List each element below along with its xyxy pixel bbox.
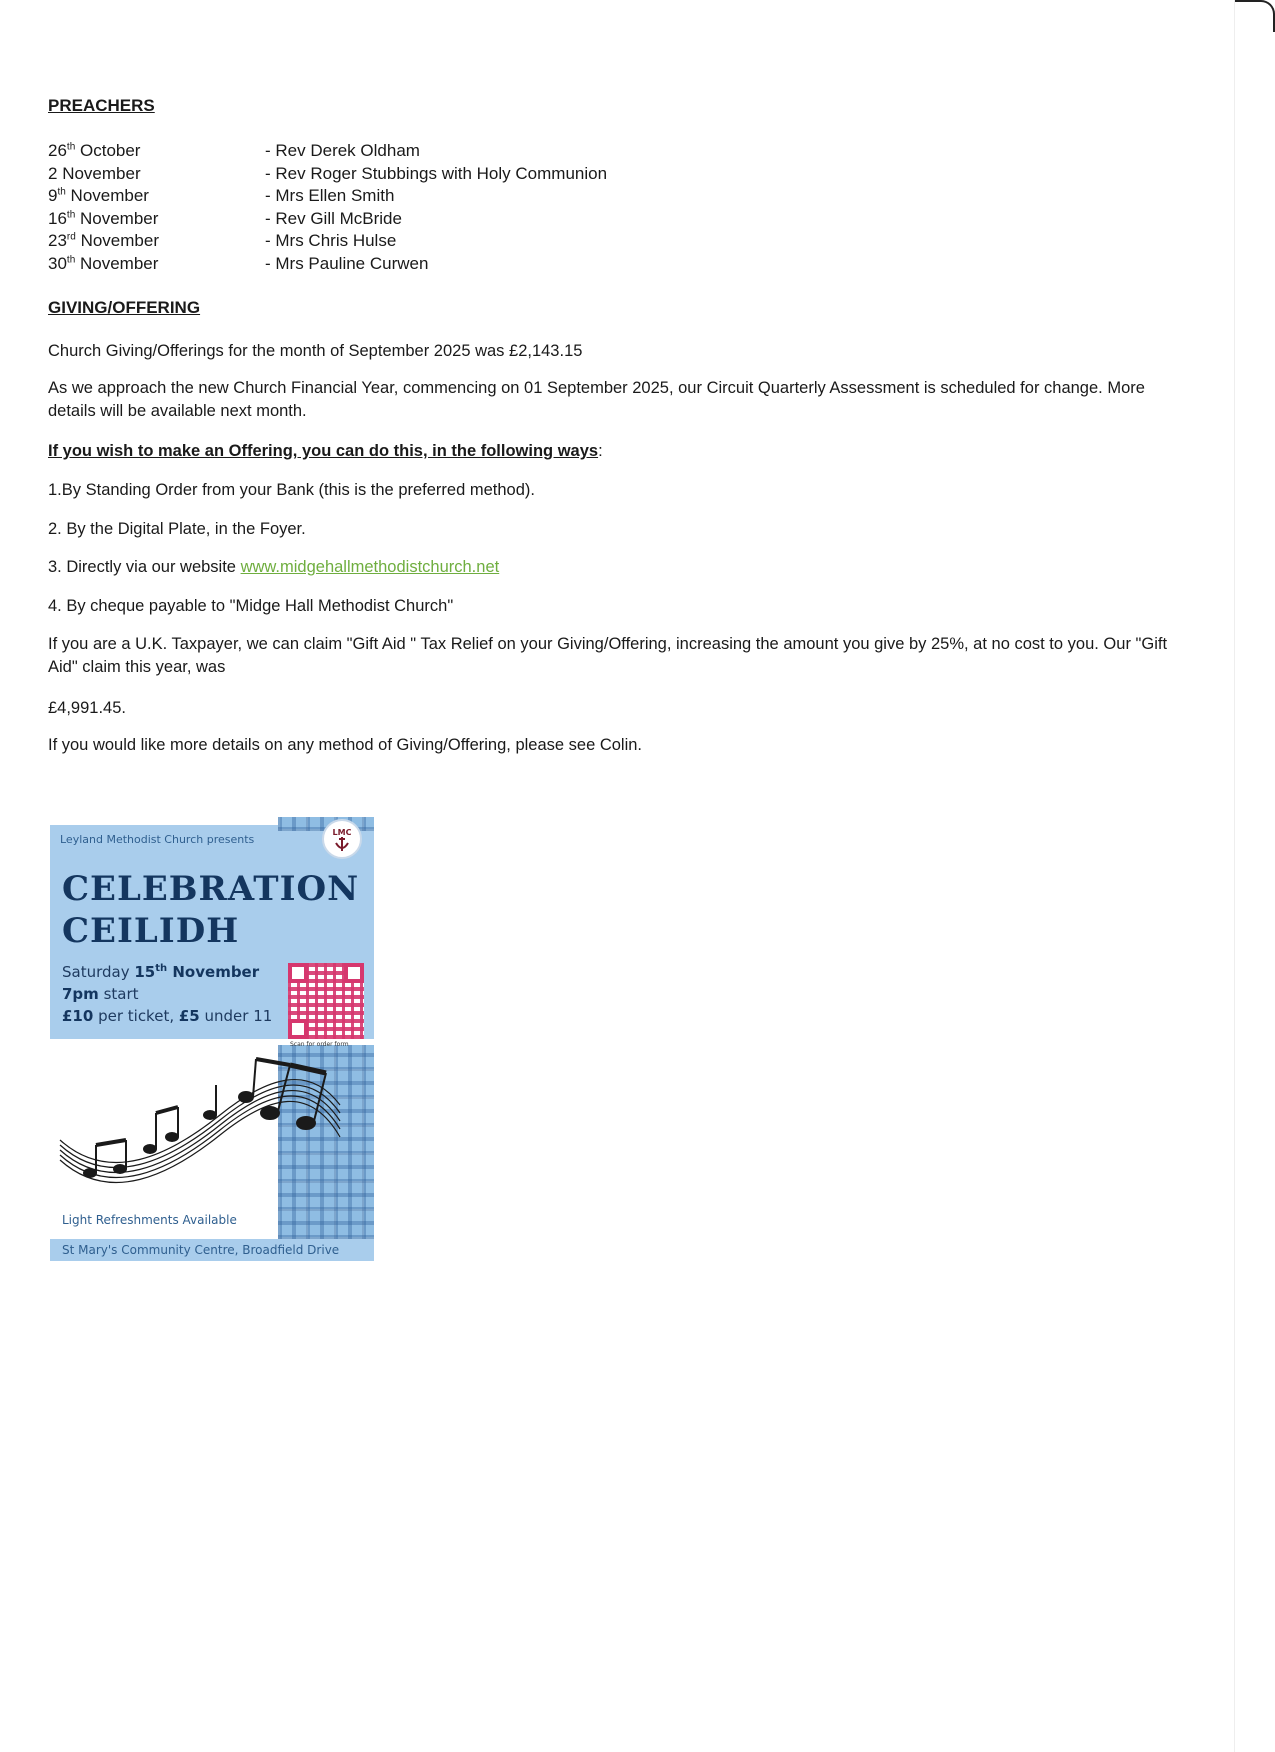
- gift-aid-text: If you are a U.K. Taxpayer, we can claim "Gift Aid " Tax Relief on your Giving/Offering, increasing the amount you give by 25%, at no cost to you. Our "Gift Aid" claim this year, was: [48, 635, 1168, 676]
- qr-finder: [344, 963, 364, 983]
- preacher-name: - Mrs Chris Hulse: [265, 231, 397, 250]
- poster-title-line1: CELEBRATION: [62, 869, 360, 909]
- preacher-row: [48, 186, 748, 208]
- method-website: 3. Directly via our website www.midgehallmethodistchurch.net: [48, 558, 500, 576]
- qr-finder: [288, 1019, 308, 1039]
- lmc-logo: [322, 819, 362, 859]
- preacher-name: - Rev Derek Oldham: [265, 141, 420, 160]
- month-total-text: Church Giving/Offerings for the month of September 2025 was £2,143.15: [48, 342, 583, 360]
- qr-caption: Scan for order form: [290, 1041, 349, 1048]
- page-corner-mark: [1235, 0, 1275, 32]
- qr-finder: [288, 963, 308, 983]
- poster-title-line2: CEILIDH: [62, 911, 240, 951]
- more-details-text: If you would like more details on any method of Giving/Offering, please see Colin.: [48, 736, 643, 754]
- offering-heading: If you wish to make an Offering, you can do this, in the following ways: [48, 442, 599, 460]
- preacher-date: 30th November: [48, 254, 159, 273]
- preacher-date: 23rd November: [48, 231, 159, 250]
- preacher-date: 26th October: [48, 141, 141, 160]
- poster-presents-text: Leyland Methodist Church presents: [60, 833, 255, 846]
- preacher-date: 9th November: [48, 186, 149, 205]
- preacher-name: - Mrs Pauline Curwen: [265, 254, 429, 273]
- website-link[interactable]: www.midgehallmethodistchurch.net: [240, 558, 500, 576]
- preacher-name: - Mrs Ellen Smith: [265, 186, 395, 205]
- lmc-logo-icon: [326, 823, 358, 855]
- poster-time: 7pm start: [62, 985, 139, 1003]
- financial-year-text: As we approach the new Church Financial Year, commencing on 01 September 2025, our Circuit Quarterly Assessment is scheduled for change. More details will be available next month.: [48, 379, 1145, 420]
- preacher-row: [48, 141, 748, 163]
- poster-footer-band: [50, 1239, 374, 1261]
- poster-date: Saturday 15th November: [62, 963, 260, 981]
- preacher-row: [48, 231, 748, 253]
- preacher-row: [48, 164, 748, 186]
- offering-methods-intro: If you wish to make an Offering, you can do this, in the following ways:: [48, 442, 603, 460]
- preacher-name: - Rev Roger Stubbings with Holy Communion: [265, 164, 608, 183]
- poster-venue: St Mary's Community Centre, Broadfield Drive: [62, 1243, 340, 1257]
- preacher-row: [48, 254, 748, 276]
- giving-heading: GIVING/OFFERING: [48, 298, 201, 317]
- preacher-name: - Rev Gill McBride: [265, 209, 402, 228]
- preacher-date: 16th November: [48, 209, 159, 228]
- poster-refreshments: Light Refreshments Available: [62, 1213, 237, 1227]
- music-staff-illustration: [50, 1045, 374, 1215]
- qr-code[interactable]: [288, 963, 364, 1039]
- method-standing-order: 1.By Standing Order from your Bank (this is the preferred method).: [48, 481, 535, 499]
- ceilidh-poster: [50, 817, 374, 1261]
- preacher-date: 2 November: [48, 164, 141, 183]
- lmc-logo-text: LMC: [332, 828, 352, 837]
- poster-price: £10 per ticket, £5 under 11: [62, 1007, 273, 1025]
- preachers-heading: PREACHERS: [48, 96, 155, 115]
- method-cheque: 4. By cheque payable to "Midge Hall Methodist Church": [48, 597, 454, 615]
- gift-aid-amount: £4,991.45.: [48, 699, 126, 717]
- page-edge: [1234, 0, 1275, 1752]
- preacher-row: [48, 209, 748, 231]
- method-digital-plate: 2. By the Digital Plate, in the Foyer.: [48, 520, 306, 538]
